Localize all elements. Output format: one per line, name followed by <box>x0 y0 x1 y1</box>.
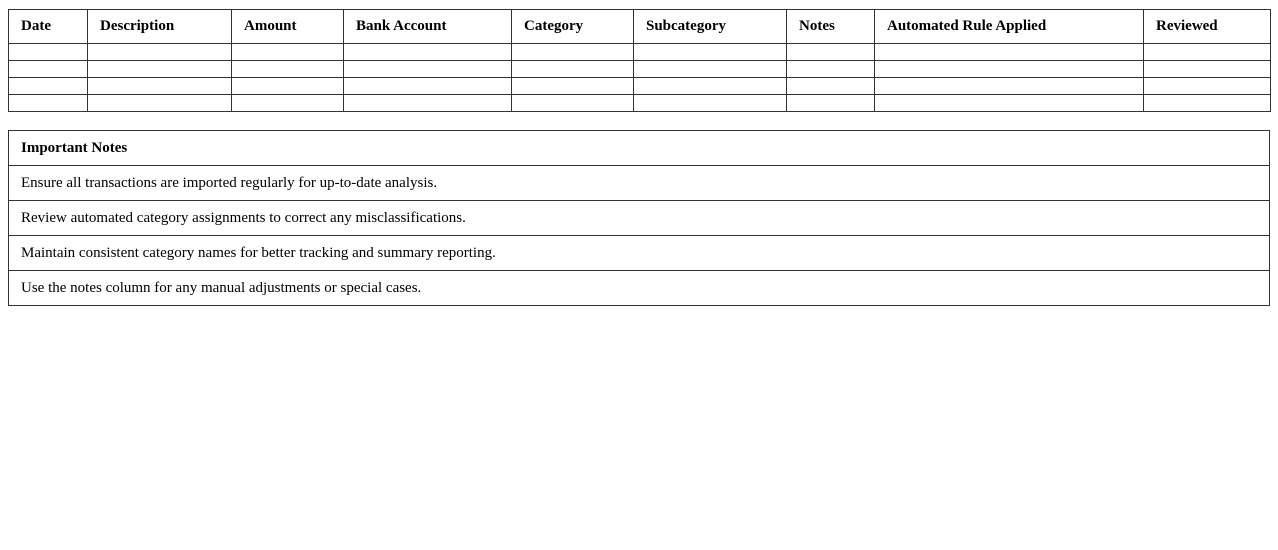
table-cell[interactable] <box>512 78 634 95</box>
table-cell[interactable] <box>9 78 88 95</box>
table-cell[interactable] <box>787 44 875 61</box>
table-row <box>9 95 1271 112</box>
header-category: Category <box>512 10 634 44</box>
table-cell[interactable] <box>787 61 875 78</box>
table-cell[interactable] <box>875 61 1144 78</box>
header-row <box>9 10 1271 44</box>
header-description: Description <box>88 10 232 44</box>
table-cell[interactable] <box>88 78 232 95</box>
header-automated-rule: Automated Rule Applied <box>875 10 1144 44</box>
table-row <box>9 78 1271 95</box>
table-cell[interactable] <box>787 78 875 95</box>
note-item: Use the notes column for any manual adjustments or special cases. <box>9 271 1270 306</box>
header-notes: Notes <box>787 10 875 44</box>
table-cell[interactable] <box>634 95 787 112</box>
table-cell[interactable] <box>9 44 88 61</box>
table-cell[interactable] <box>344 95 512 112</box>
table-cell[interactable] <box>875 78 1144 95</box>
table-cell[interactable] <box>88 95 232 112</box>
table-cell[interactable] <box>634 61 787 78</box>
table-cell[interactable] <box>88 61 232 78</box>
note-item: Review automated category assignments to correct any misclassifications. <box>9 201 1270 236</box>
table-cell[interactable] <box>512 44 634 61</box>
table-cell[interactable] <box>9 61 88 78</box>
table-cell[interactable] <box>344 78 512 95</box>
table-cell[interactable] <box>512 95 634 112</box>
note-item: Maintain consistent category names for better tracking and summary reporting. <box>9 236 1270 271</box>
table-row <box>9 44 1271 61</box>
table-cell[interactable] <box>634 44 787 61</box>
table-cell[interactable] <box>634 78 787 95</box>
transactions-table <box>8 9 1271 112</box>
important-notes-table <box>8 130 1270 306</box>
table-cell[interactable] <box>232 44 344 61</box>
table-row <box>9 61 1271 78</box>
table-cell[interactable] <box>787 95 875 112</box>
table-cell[interactable] <box>1144 61 1271 78</box>
notes-title: Important Notes <box>9 131 1270 166</box>
table-cell[interactable] <box>232 61 344 78</box>
table-cell[interactable] <box>344 61 512 78</box>
header-bank-account: Bank Account <box>344 10 512 44</box>
header-date: Date <box>9 10 88 44</box>
table-cell[interactable] <box>88 44 232 61</box>
table-cell[interactable] <box>875 95 1144 112</box>
table-cell[interactable] <box>344 44 512 61</box>
header-amount: Amount <box>232 10 344 44</box>
header-reviewed: Reviewed <box>1144 10 1271 44</box>
table-cell[interactable] <box>232 78 344 95</box>
note-item: Ensure all transactions are imported regularly for up-to-date analysis. <box>9 166 1270 201</box>
table-cell[interactable] <box>232 95 344 112</box>
table-cell[interactable] <box>1144 95 1271 112</box>
table-cell[interactable] <box>1144 78 1271 95</box>
table-cell[interactable] <box>512 61 634 78</box>
header-subcategory: Subcategory <box>634 10 787 44</box>
table-cell[interactable] <box>875 44 1144 61</box>
table-cell[interactable] <box>9 95 88 112</box>
table-cell[interactable] <box>1144 44 1271 61</box>
